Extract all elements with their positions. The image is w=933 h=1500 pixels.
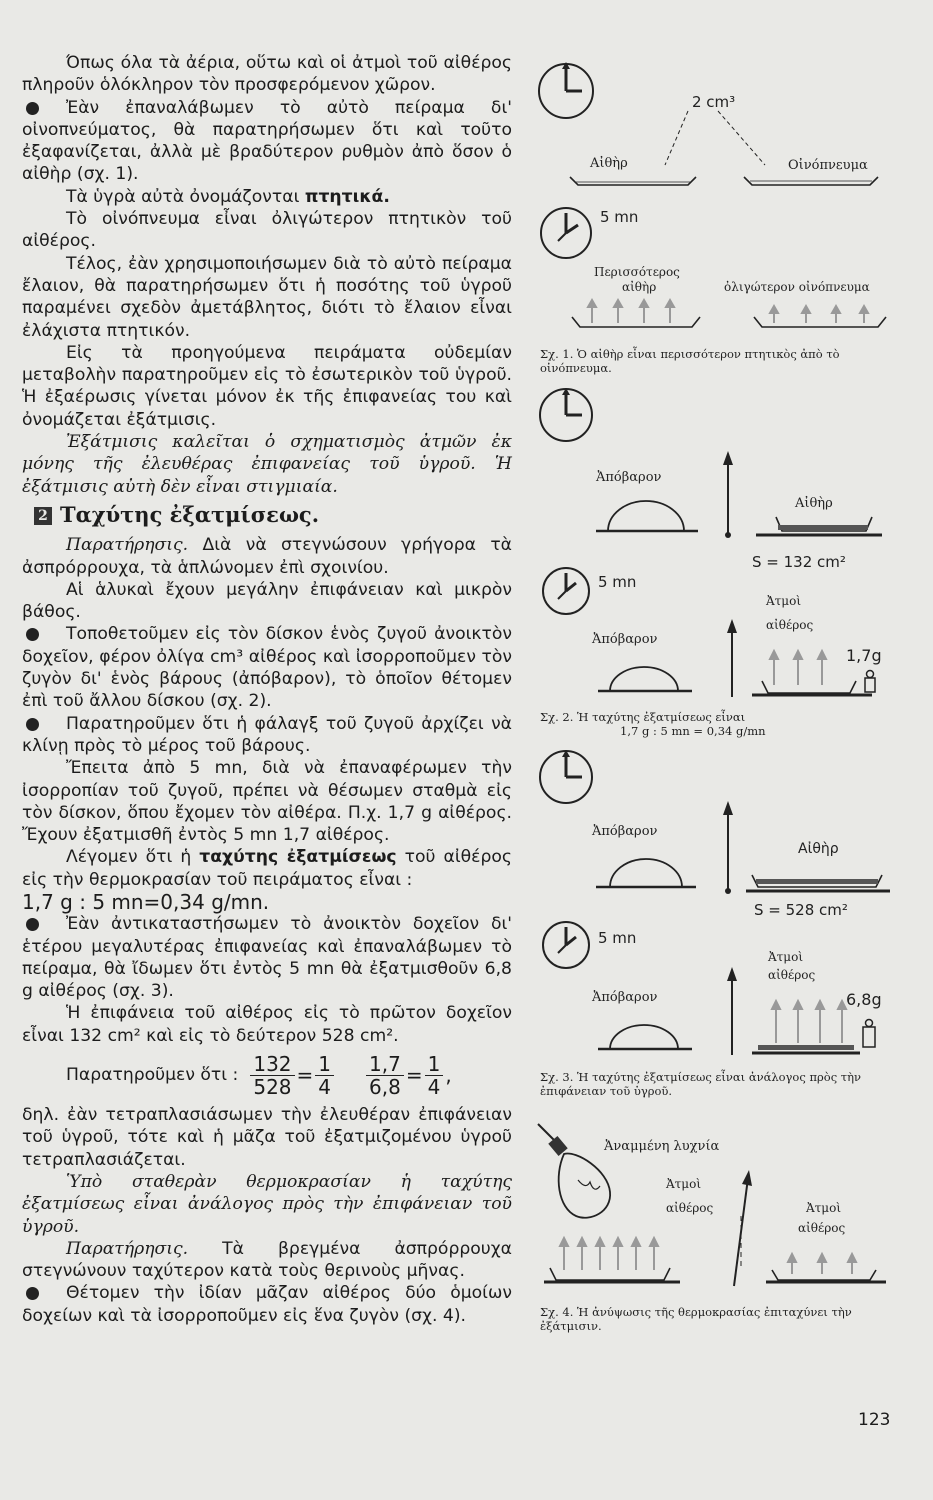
vapors-label: αἰθέρος xyxy=(766,618,814,632)
main-text-column xyxy=(22,52,512,1327)
paragraph: Αἱ ἁλυκαὶ ἔχουν μεγάλην ἐπιφάνειαν καὶ μικρὸν βάθος. xyxy=(22,579,512,623)
figure-4-caption: Σχ. 4. Ἡ ἀνύψωσις τῆς θερμοκρασίας ἐπιταχύνει τὴν ἐξάτμισιν. xyxy=(540,1305,852,1333)
paragraph: Τέλος, ἐὰν χρησιμοποιήσωμεν διὰ τὸ αὐτὸ πείραμα ἔλαιον, θὰ παρατηρήσωμεν ὅτι ἡ ποσότης τοῦ ὑγροῦ παραμένει σχεδὸν ἀμετάβλητος, διότι τὸ ἔλαιον εἶναι ἐλάχιστα πτητικόν. xyxy=(22,253,512,341)
formula-line: 1,7 g : 5 mn=0,34 g/mn. xyxy=(22,889,270,914)
tare-label: Ἀπόβαρον xyxy=(592,632,658,647)
section-number: 2 xyxy=(34,507,52,525)
bullet-icon xyxy=(26,102,39,115)
paragraph: Εἰς τὰ προηγούμενα πειράματα οὐδεμίαν μεταβολὴν παρατηροῦμεν εἰς τὸ ἐσωτερικὸν τοῦ ὑγροῦ. Ἡ ἐξαέρωσις γίνεται μόνον ἐκ τῆς ἐπιφανείας του καὶ ὀνομάζεται ἐξάτμισις. xyxy=(22,342,512,430)
ether-label: Αἰθὴρ xyxy=(795,496,833,511)
less-alcohol-label: ὀλιγώτερον οἰνόπνευμα xyxy=(724,280,870,294)
weight-icon xyxy=(863,1020,875,1048)
vapor-arrows xyxy=(588,300,868,323)
paragraph: Τὰ ὑγρὰ αὐτὰ ὀνομάζονται πτητικά. xyxy=(66,186,390,207)
vapor-arrows xyxy=(772,1001,846,1043)
bullet-icon xyxy=(26,1287,39,1300)
clock-icon xyxy=(543,568,589,614)
vapors-label: Ἀτμοὶ xyxy=(766,594,802,608)
figure-1-caption: Σχ. 1. Ὁ αἰθὴρ εἶναι περισσότερον πτητικὸς ἀπὸ τὸ οἰνόπνευμα. xyxy=(540,347,840,375)
time-label: 5 mn xyxy=(600,208,639,226)
paragraph: Ἔπειτα ἀπὸ 5 mn, διὰ νὰ ἐπαναφέρωμεν τὴν ἰσορροπίαν τοῦ ζυγοῦ, πρέπει νὰ θέσωμεν σταθμὰ εἰς τὸν δίσκον, ὅπου ἔχομεν τὸν αἰθέρα. Π.χ. 1,7 g αἰθέρος. Ἔχουν ἐξατμισθῆ ἐντὸς 5 mn 1,7 αἰθέρος. xyxy=(22,758,512,846)
bullet-paragraph: Θέτομεν τὴν ἰδίαν μᾶζαν αἰθέρος δύο ὁμοίων δοχείων καὶ τὰ ἰσορροποῦμεν εἰς ἕνα ζυγὸν (σχ. 4). xyxy=(22,1283,512,1326)
time-label: 5 mn xyxy=(598,929,637,947)
weight-icon xyxy=(865,671,875,693)
clock-icon xyxy=(540,750,592,803)
paragraph: Παρατήρησις. Διὰ νὰ στεγνώσουν γρήγορα τὰ ἀσπρόρρουχα, τὰ ἁπλώνομεν ἐπὶ σχοινίου. xyxy=(22,535,512,578)
lamp-icon xyxy=(538,1124,610,1218)
alcohol-label: Οἰνόπνευμα xyxy=(788,158,868,173)
vapors-label: Ἀτμοὶ xyxy=(666,1177,702,1191)
vapor-arrows xyxy=(560,1238,658,1270)
bullet-icon xyxy=(26,628,39,641)
paragraph: Όπως όλα τὰ ἀέρια, οὕτω καὶ οἱ ἀτμοὶ τοῦ αἰθέρος πληροῦν ὁλόκληρον τὸν προσφερόμενον χῶρον. xyxy=(22,53,512,96)
paragraph: Ἡ ἐπιφάνεια τοῦ αἰθέρος εἰς τὸ πρῶτον δοχεῖον εἶναι 132 cm² καὶ εἰς τὸ δεύτερον 528 cm². xyxy=(22,1003,512,1046)
vapors-label: αἰθέρος xyxy=(798,1221,846,1235)
bullet-paragraph: Παρατηροῦμεν ὅτι ἡ φάλαγξ τοῦ ζυγοῦ ἀρχίζει νὰ κλίνῃ πρὸς τὸ μέρος τοῦ βάρους. xyxy=(22,713,512,756)
time-label: 5 mn xyxy=(598,573,637,591)
paragraph: δηλ. ἐὰν τετραπλασιάσωμεν τὴν ἐλευθέραν ἐπιφάνειαν τοῦ ὑγροῦ, τότε καὶ ἡ μᾶζα τοῦ ἐξατμιζομένου ὑγροῦ τετραπλασιάζεται. xyxy=(22,1105,512,1170)
bullet-paragraph: Ἐὰν ἐπαναλάβωμεν τὸ αὐτὸ πείραμα δι' οἰνοπνεύματος, θὰ παρατηρήσωμεν ὅτι καὶ τοῦτο ἐξαφανίζεται, ἀλλὰ μὲ βραδύτερον ρυθμὸν ἀπὸ ὅσον ὁ αἰθὴρ (σχ. 1). xyxy=(22,97,512,185)
vapor-arrows xyxy=(788,1254,856,1274)
bullet-icon xyxy=(26,718,39,731)
lamp-label: Ἀναμμένη λυχνία xyxy=(604,1139,720,1154)
vapors-label: Ἀτμοὶ xyxy=(768,950,804,964)
mass-label: 1,7g xyxy=(846,646,882,665)
bullet-icon xyxy=(26,918,39,931)
vapor-arrows xyxy=(770,651,826,685)
figure-4 xyxy=(530,1120,900,1300)
figure-3-caption: Σχ. 3. Ἡ ταχύτης ἐξατμίσεως εἶναι ἀνάλογος πρὸς τὴν ἐπιφάνειαν τοῦ ὑγροῦ. xyxy=(540,1070,862,1098)
tare-label: Ἀπόβαρον xyxy=(596,470,662,485)
surface-area-label: S = 528 cm² xyxy=(754,901,848,919)
vapors-label: αἰθέρος xyxy=(666,1201,714,1215)
figure-1 xyxy=(530,55,900,345)
figure-3 xyxy=(530,745,900,1065)
paragraph: Λέγομεν ὅτι ἡ ταχύτης ἐξατμίσεως τοῦ αἰθέρος εἰς τὴν θερμοκρασίαν τοῦ πειράματος εἶναι : xyxy=(22,847,512,890)
clock-icon xyxy=(541,208,591,258)
volume-label: 2 cm³ xyxy=(692,93,736,111)
more-ether-label: αἰθὴρ xyxy=(622,280,657,294)
ether-label: Αἰθὴρ xyxy=(590,156,628,171)
bullet-paragraph: Ἐὰν ἀντικαταστήσωμεν τὸ ἀνοικτὸν δοχεῖον δι' ἑτέρου μεγαλυτέρας ἐπιφανείας καὶ ἐπαναλάβωμεν τὸ πείραμα, θὰ ἴδωμεν ὅτι ἐντὸς 5 mn θὰ ἐξατμισθοῦν 6,8 g αἰθέρος (σχ. 3). xyxy=(22,914,512,1002)
vapors-label: Ἀτμοὶ xyxy=(806,1201,842,1215)
figure-2-caption: Σχ. 2. Ἡ ταχύτης ἐξατμίσεως εἶναι 1,7 g : 5 mn = 0,34 g/mn xyxy=(540,710,766,738)
paragraph: Παρατήρησις. Τὰ βρεγμένα ἀσπρόρρουχα στεγνώνουν ταχύτερον κατὰ τοὺς θερινοὺς μῆνας. xyxy=(22,1238,512,1282)
section-heading: 2 Ταχύτης ἐξατμίσεως. xyxy=(34,504,512,526)
fraction: $\frac{132}{528}$ xyxy=(250,1053,294,1098)
fraction: $\frac{1}{4}$ xyxy=(425,1053,444,1098)
mass-label: 6,8g xyxy=(846,990,882,1009)
ether-label: Αἰθὴρ xyxy=(798,841,839,857)
fraction: $\frac{1}{4}$ xyxy=(315,1053,334,1098)
fraction: $\frac{1,7}{6,8}$ xyxy=(366,1053,404,1098)
bullet-paragraph: Τοποθετοῦμεν εἰς τὸν δίσκον ἑνὸς ζυγοῦ ἀνοικτὸν δοχεῖον, φέρον ὀλίγα cm³ αἰθέρος καὶ ἰσορροποῦμεν τὸν ζυγὸν δι' ἑνὸς βάρους (ἀπόβαρον), τὸ ὁποῖον θέτομεν ἐπὶ τοῦ ἄλλου δίσκου (σχ. 2). xyxy=(22,624,512,712)
vapors-label: αἰθέρος xyxy=(768,968,816,982)
more-ether-label: Περισσότερος xyxy=(594,265,680,279)
figure-2 xyxy=(530,385,900,705)
tare-label: Ἀπόβαρον xyxy=(592,824,658,839)
tare-label: Ἀπόβαρον xyxy=(592,990,658,1005)
ratio-equation: Παρατηροῦμεν ὅτι : $\frac{132}{528}$ = $\frac{1}{4}$ $\frac{1,7}{6,8}$ = $\frac{1}{4}$ , xyxy=(66,1052,452,1100)
clock-icon xyxy=(540,388,592,441)
clock-icon xyxy=(543,922,589,968)
definition: Ἐξάτμισις καλεῖται ὁ σχηματισμὸς ἀτμῶν ἐκ μόνης τῆς ἐλευθέρας ἐπιφανείας τοῦ ὑγροῦ. Ἡ ἐξάτμισις αὐτὴ δὲν εἶναι στιγμιαία. xyxy=(22,432,512,497)
surface-area-label: S = 132 cm² xyxy=(752,553,846,571)
paragraph: Τὸ οἰνόπνευμα εἶναι ὀλιγώτερον πτητικὸν τοῦ αἰθέρος. xyxy=(22,209,512,252)
clock-icon xyxy=(539,62,593,118)
page-number: 123 xyxy=(858,1410,891,1430)
rule-statement: Ὑπὸ σταθερὰν θερμοκρασίαν ἡ ταχύτης ἐξατμίσεως εἶναι ἀνάλογος πρὸς τὴν ἐπιφάνειαν τοῦ ὑγροῦ. xyxy=(22,1171,512,1237)
